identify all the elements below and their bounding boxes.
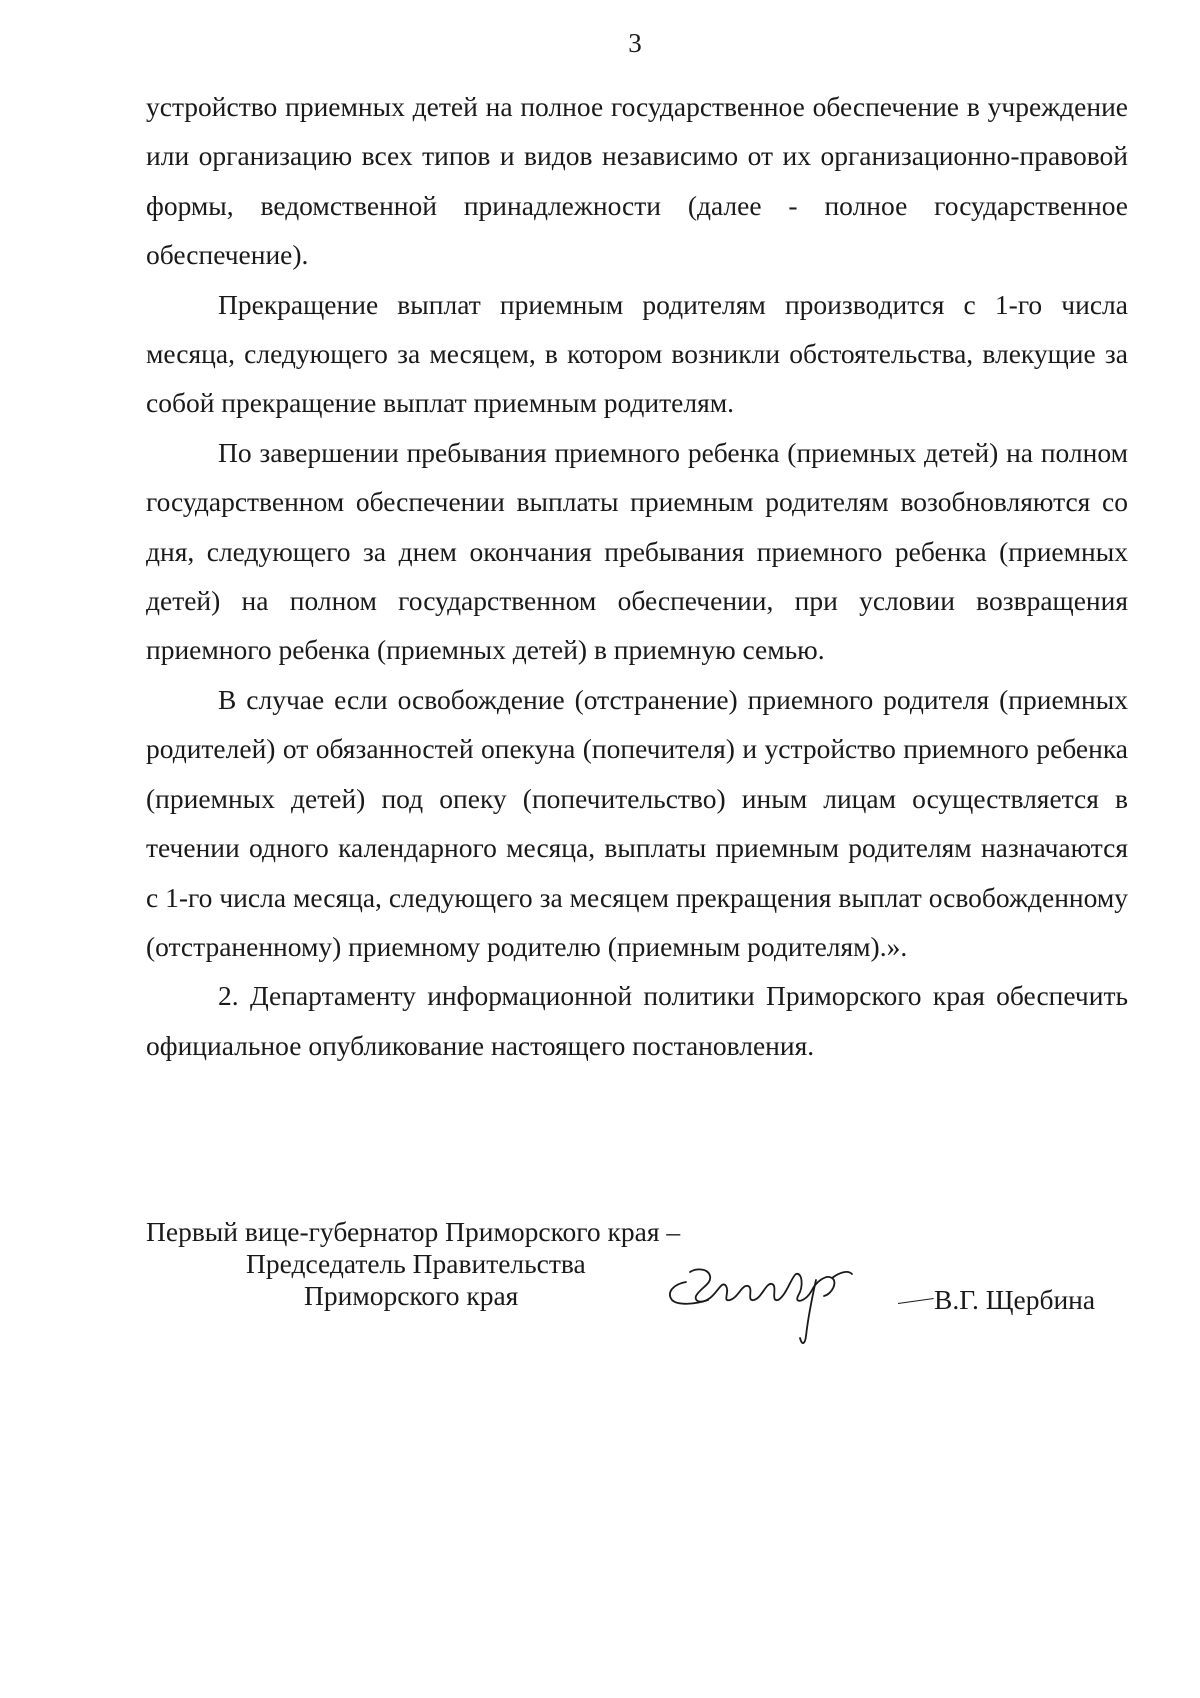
document-body [146, 82, 1128, 1070]
signature-dash [898, 1298, 934, 1304]
paragraph: Прекращение выплат приемным родителям производится с 1-го числа месяца, следующего за месяцем, в котором возникли обстоятельства, влекущие за собой прекращение выплат приемным родителям. [146, 288, 1128, 419]
page-number: 3 [628, 28, 642, 58]
signatory-position-line-1: Первый вице-губернатор Приморского края – [146, 1216, 681, 1247]
paragraph: В случае если освобождение (отстранение) приемного родителя (приемных родителей) от обязанностей опекуна (попечителя) и устройство приемного ребенка (приемных детей) под опеку (попечительство) иным лицам осуществляется в течении одного календарного месяца, выплаты приемным родителям назначаются с 1-го числа месяца, следующего за месяцем прекращения выплат освобожденному (отстраненному) приемному родителю (приемным родителям).». [146, 683, 1128, 962]
paragraph: 2. Департаменту информационной политики Приморского края обеспечить официальное опубликование настоящего постановления. [146, 980, 1128, 1061]
signatory-name: В.Г. Щербина [934, 1284, 1096, 1315]
signature-block [146, 1216, 1128, 1356]
signatory-position-line-2: Председатель Правительства [246, 1248, 586, 1279]
paragraph: По завершении пребывания приемного ребенка (приемных детей) на полном государственном обеспечении выплаты приемным родителям возобновляются со дня, следующего за днем окончания пребывания приемного ребенка (приемных детей) на полном государственном обеспечении, при условии возвращения приемного ребенка (приемных детей) в приемную семью. [146, 436, 1128, 666]
handwritten-signature [656, 1246, 866, 1356]
signatory-position-line-3: Приморского края [304, 1280, 519, 1311]
paragraph: устройство приемных детей на полное государственное обеспечение в учреждение или организацию всех типов и видов независимо от их организационно-правовой формы, ведомственной принадлежности (далее - полное государственное обеспечение). [146, 91, 1128, 271]
